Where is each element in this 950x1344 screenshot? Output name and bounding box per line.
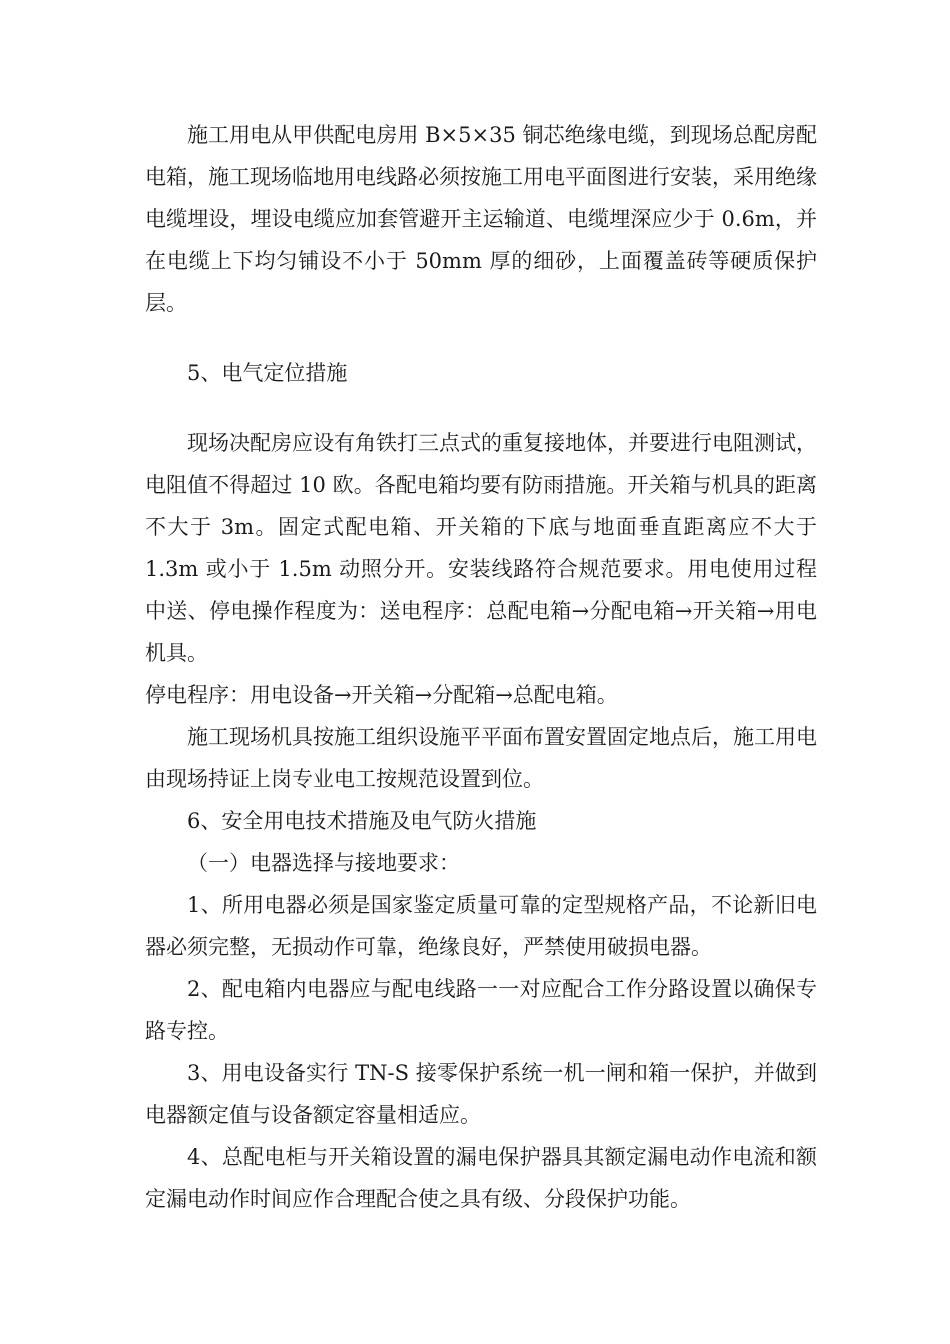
list-item-2: 2、配电箱内电器应与配电线路一一对应配合工作分路设置以确保专路专控。: [145, 977, 817, 1043]
section-heading-5: 5、电气定位措施: [187, 361, 348, 385]
paragraph-grounding: 现场决配房应设有角铁打三点式的重复接地体，并要进行电阻测试，电阻值不得超过 10 欧。各配电箱均要有防雨措施。开关箱与机具的距离不大于 3m。固定式配电箱、开关箱的下底与地面垂直距离应不大于 1.3m 或小于 1.5m 动照分开。安装线路符合规范要求。用电使用过程中送、停电操作程度为：送电程序：总配电箱→分配电箱→开关箱→用电机具。: [145, 431, 817, 665]
paragraph-power-off-procedure: 停电程序：用电设备→开关箱→分配箱→总配电箱。: [145, 683, 618, 707]
section-heading-6: 6、安全用电技术措施及电气防火措施: [187, 809, 537, 833]
list-item-4: 4、总配电柜与开关箱设置的漏电保护器具其额定漏电动作电流和额定漏电动作时间应作合理配合使之具有级、分段保护功能。: [145, 1145, 817, 1211]
paragraph-equipment-placement: 施工现场机具按施工组织设施平平面布置安置固定地点后，施工用电由现场持证上岗专业电工按规范设置到位。: [145, 725, 817, 791]
list-item-1: 1、所用电器必须是国家鉴定质量可靠的定型规格产品，不论新旧电器必须完整，无损动作可靠，绝缘良好，严禁使用破损电器。: [145, 893, 817, 959]
document-body: [145, 114, 817, 1220]
list-item-3: 3、用电设备实行 TN-S 接零保护系统一机一闸和箱一保护，并做到电器额定值与设备额定容量相适应。: [145, 1061, 817, 1127]
subsection-heading-1: （一）电器选择与接地要求：: [187, 851, 460, 875]
paragraph-power-supply: 施工用电从甲供配电房用 B×5×35 铜芯绝缘电缆，到现场总配房配电箱，施工现场临地用电线路必须按施工用电平面图进行安装，采用绝缘电缆埋设，埋设电缆应加套管避开主运输道、电缆埋深应少于 0.6m，并在电缆上下均匀铺设不小于 50mm 厚的细砂，上面覆盖砖等硬质保护层。: [145, 123, 817, 315]
